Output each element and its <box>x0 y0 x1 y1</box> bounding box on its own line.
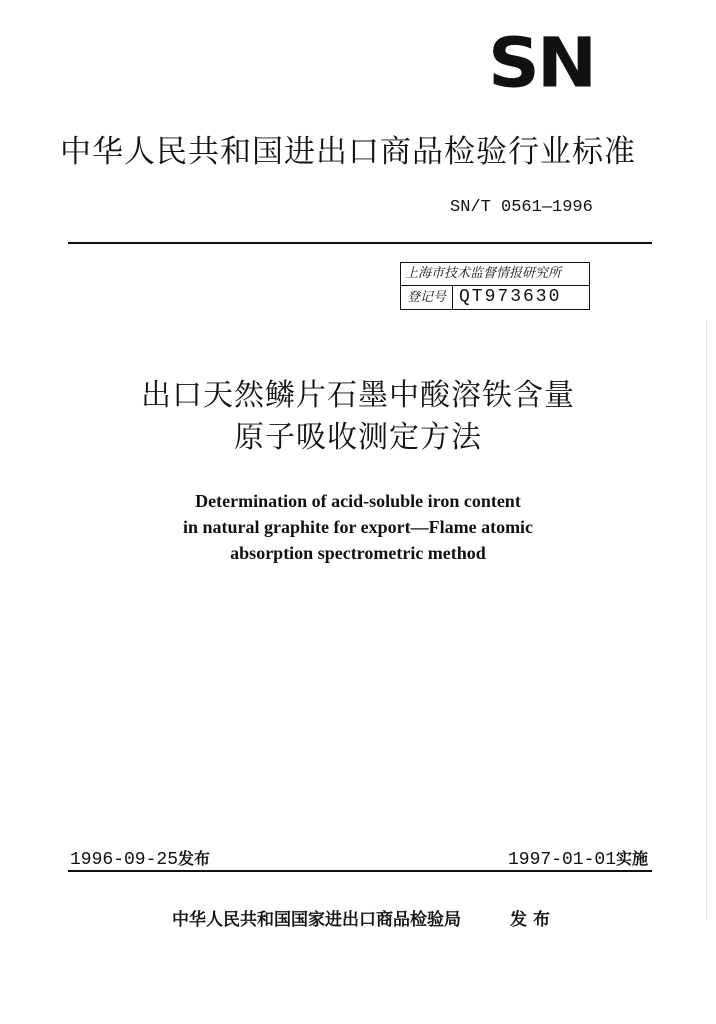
implementation-date-value: 1997-01-01 <box>508 850 617 870</box>
implementation-date <box>508 848 648 871</box>
chinese-title-line-2: 原子吸收测定方法 <box>234 420 482 455</box>
sn-logo: SN <box>488 22 595 103</box>
scan-edge-line <box>706 320 707 920</box>
stamp-institute: 上海市技术监督情报研究所 <box>401 263 589 286</box>
issue-date <box>70 848 210 871</box>
english-title-line-3: absorption spectrometric method <box>230 543 486 563</box>
issue-date-value: 1996-09-25 <box>70 850 179 870</box>
stamp-registration-number: QT973630 <box>459 287 562 307</box>
chinese-title-line-1: 出口天然鳞片石墨中酸溶铁含量 <box>141 378 575 413</box>
header-divider <box>68 242 652 244</box>
english-title-line-1: Determination of acid-soluble iron content <box>195 491 521 511</box>
implementation-date-suffix: 实施 <box>616 849 649 868</box>
footer-divider <box>68 870 652 872</box>
registration-stamp <box>400 262 590 310</box>
issuing-authority: 中华人民共和国国家进出口商品检验局 <box>172 910 461 930</box>
stamp-registration-row <box>401 286 589 309</box>
standard-code: SN/T 0561—1996 <box>450 198 593 217</box>
issue-date-suffix: 发布 <box>178 849 211 868</box>
issuing-action: 发布 <box>510 910 556 930</box>
english-title-line-2: in natural graphite for export—Flame atomic <box>182 517 534 537</box>
stamp-registration-label: 登记号 <box>401 286 453 309</box>
standard-category-header: 中华人民共和国进出口商品检验行业标准 <box>60 134 636 170</box>
